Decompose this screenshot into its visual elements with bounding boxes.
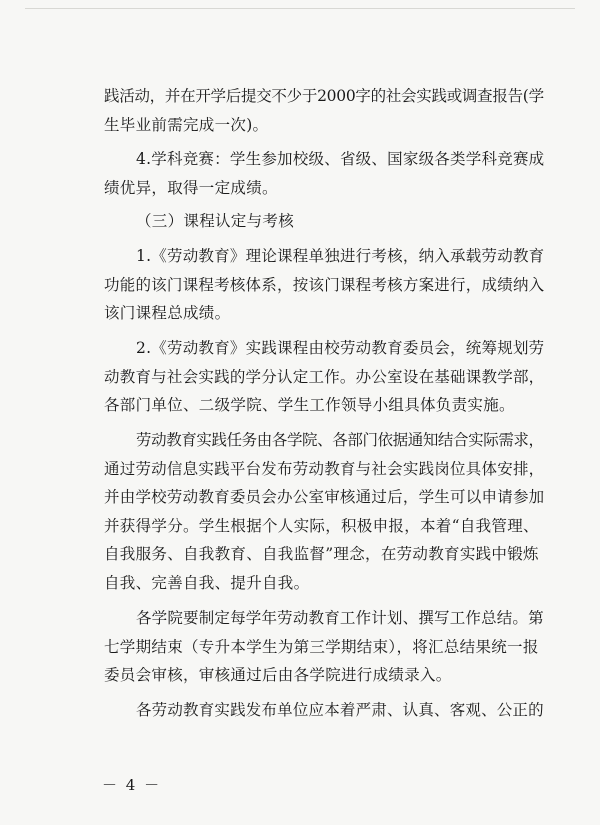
scan-top-edge [25, 8, 575, 9]
text-line: 通过劳动信息实践平台发布劳动教育与社会实践岗位具体安排， [104, 459, 545, 478]
text-line: 并获得学分。学生根据个人实际，积极申报，本着“自我管理、 [104, 516, 539, 535]
text-line: 功能的该门课程考核体系，按该门课程考核方案进行，成绩纳入 [104, 275, 545, 294]
paragraph-subject-competition [104, 145, 544, 202]
text-line: 劳动教育实践任务由各学院、各部门依据通知结合实际需求， [136, 431, 544, 449]
text-line: 践活动，并在开学后提交不少于2000字的社会实践或调查报告(学 [104, 87, 544, 105]
paragraph-social-practice-continuation [104, 82, 544, 139]
paragraph-college-plans [104, 604, 544, 690]
text-line: 该门课程总成绩。 [104, 304, 231, 323]
paragraph-practice-tasks [104, 426, 544, 598]
text-line: 并由学校劳动教育委员会办公室审核通过后，学生可以申请参加 [104, 488, 545, 507]
paragraph-publishing-units [104, 696, 544, 725]
text-line: 4.学科竞赛：学生参加校级、省级、国家级各类学科竞赛成 [136, 150, 545, 168]
text-line: 1.《劳动教育》理论课程单独进行考核，纳入承载劳动教育 [136, 247, 545, 265]
section-heading-course-assessment [104, 207, 544, 236]
text-line: 各劳动教育实践发布单位应本着严肃、认真、客观、公正的 [136, 701, 544, 719]
heading-text: （三）课程认定与考核 [136, 212, 295, 230]
text-line: 绩优异，取得一定成绩。 [104, 178, 278, 197]
text-line: 自我、完善自我、提升自我。 [104, 573, 310, 592]
text-line: 自我服务、自我教育、自我监督”理念，在劳动教育实践中锻炼 [104, 545, 539, 564]
text-line: 委员会审核，审核通过后由各学院进行成绩录入。 [104, 666, 452, 685]
text-line: 各部门单位、二级学院、学生工作领导小组具体负责实施。 [104, 396, 515, 415]
text-line: 各学院要制定每学年劳动教育工作计划、撰写工作总结。第 [136, 609, 544, 627]
paragraph-theory-course [104, 242, 544, 328]
text-line: 2.《劳动教育》实践课程由校劳动教育委员会，统筹规划劳 [136, 339, 545, 357]
paragraph-practice-course [104, 334, 544, 420]
page-number: － 4 － [102, 776, 162, 794]
text-line: 七学期结束（专升本学生为第三学期结束），将汇总结果统一报 [104, 637, 539, 656]
text-line: 动教育与社会实践的学分认定工作。办公室设在基础课教学部， [104, 367, 545, 386]
text-line: 生毕业前需完成一次)。 [104, 115, 269, 134]
